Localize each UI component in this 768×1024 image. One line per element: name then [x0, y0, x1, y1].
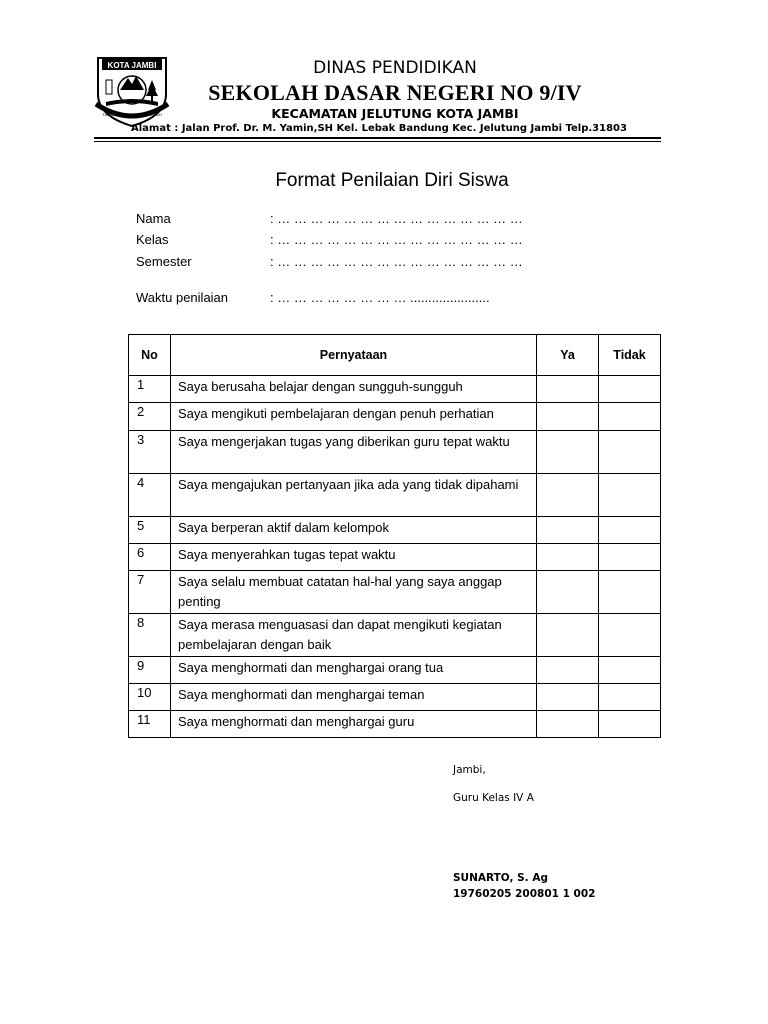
row-statement: Saya berusaha belajar dengan sungguh-sungguh — [171, 376, 537, 403]
tidak-checkbox-cell[interactable] — [599, 684, 661, 711]
header-tidak: Tidak — [599, 335, 661, 376]
row-statement: Saya mengerjakan tugas yang diberikan guru tepat waktu — [171, 431, 537, 474]
table-row — [129, 571, 661, 614]
self-assessment-table — [128, 334, 661, 738]
row-statement: Saya mengajukan pertanyaan jika ada yang tidak dipahami — [171, 474, 537, 517]
table-row — [129, 474, 661, 517]
field-value-semester: : … … … … … … … … … … … … … … … — [270, 254, 523, 269]
ya-checkbox-cell[interactable] — [537, 376, 599, 403]
row-number: 1 — [129, 376, 171, 403]
ya-checkbox-cell[interactable] — [537, 614, 599, 657]
row-statement: Saya menghormati dan menghargai guru — [171, 711, 537, 738]
ya-checkbox-cell[interactable] — [537, 571, 599, 614]
row-statement: Saya menghormati dan menghargai orang tua — [171, 657, 537, 684]
school-address: Alamat : Jalan Prof. Dr. M. Yamin,SH Kel. Lebak Bandung Kec. Jelutung Jambi Telp.31803 — [131, 123, 627, 134]
row-statement: Saya menyerahkan tugas tepat waktu — [171, 544, 537, 571]
tidak-checkbox-cell[interactable] — [599, 571, 661, 614]
row-number: 9 — [129, 657, 171, 684]
tidak-checkbox-cell[interactable] — [599, 657, 661, 684]
row-statement: Saya merasa menguasasi dan dapat mengikuti kegiatan pembelajaran dengan baik — [171, 614, 537, 657]
table-row — [129, 376, 661, 403]
tidak-checkbox-cell[interactable] — [599, 376, 661, 403]
row-statement: Saya mengikuti pembelajaran dengan penuh perhatian — [171, 403, 537, 431]
tidak-checkbox-cell[interactable] — [599, 711, 661, 738]
tidak-checkbox-cell[interactable] — [599, 517, 661, 544]
row-statement: Saya selalu membuat catatan hal-hal yang saya anggap penting — [171, 571, 537, 614]
row-number: 10 — [129, 684, 171, 711]
field-label-nama: Nama — [136, 211, 171, 226]
district-name: KECAMATAN JELUTUNG KOTA JAMBI — [271, 106, 519, 121]
ya-checkbox-cell[interactable] — [537, 474, 599, 517]
header-no: No — [129, 335, 171, 376]
ya-checkbox-cell[interactable] — [537, 544, 599, 571]
document-title: Format Penilaian Diri Siswa — [275, 170, 509, 191]
field-label-waktu: Waktu penilaian — [136, 290, 229, 305]
ya-checkbox-cell[interactable] — [537, 711, 599, 738]
ya-checkbox-cell[interactable] — [537, 431, 599, 474]
ya-checkbox-cell[interactable] — [537, 657, 599, 684]
logo-text: KOTA JAMBI — [107, 61, 157, 70]
row-statement: Saya berperan aktif dalam kelompok — [171, 517, 537, 544]
row-number: 6 — [129, 544, 171, 571]
signature-nip: 19760205 200801 1 002 — [453, 888, 596, 900]
row-number: 4 — [129, 474, 171, 517]
row-number: 3 — [129, 431, 171, 474]
header-ya: Ya — [537, 335, 599, 376]
tidak-checkbox-cell[interactable] — [599, 614, 661, 657]
table-row — [129, 431, 661, 474]
row-number: 5 — [129, 517, 171, 544]
logo-motto: TANAH PILIH PESAKO BETUAH — [102, 112, 162, 117]
row-number: 7 — [129, 571, 171, 614]
table-body — [129, 376, 661, 738]
table-row — [129, 711, 661, 738]
agency-name: DINAS PENDIDIKAN — [313, 58, 477, 78]
field-label-semester: Semester — [136, 254, 192, 269]
tidak-checkbox-cell[interactable] — [599, 431, 661, 474]
ya-checkbox-cell[interactable] — [537, 403, 599, 431]
school-name: SEKOLAH DASAR NEGERI NO 9/IV — [208, 80, 582, 105]
tidak-checkbox-cell[interactable] — [599, 403, 661, 431]
row-number: 11 — [129, 711, 171, 738]
tidak-checkbox-cell[interactable] — [599, 544, 661, 571]
signature-role: Guru Kelas IV A — [453, 792, 534, 804]
tidak-checkbox-cell[interactable] — [599, 474, 661, 517]
field-value-nama: : … … … … … … … … … … … … … … … — [270, 211, 523, 226]
ya-checkbox-cell[interactable] — [537, 684, 599, 711]
table-row — [129, 544, 661, 571]
signature-place: Jambi, — [453, 764, 486, 776]
field-value-waktu: : … … … … … … … … ...................... — [270, 290, 490, 305]
letterhead-rule-thick — [94, 137, 661, 139]
field-value-kelas: : … … … … … … … … … … … … … … … — [270, 232, 523, 247]
table-row — [129, 517, 661, 544]
table-row — [129, 403, 661, 431]
row-number: 8 — [129, 614, 171, 657]
field-label-kelas: Kelas — [136, 232, 169, 247]
row-number: 2 — [129, 403, 171, 431]
table-row — [129, 614, 661, 657]
letterhead-rule-thin — [94, 141, 661, 142]
ya-checkbox-cell[interactable] — [537, 517, 599, 544]
table-row — [129, 657, 661, 684]
header-pernyataan: Pernyataan — [171, 335, 537, 376]
row-statement: Saya menghormati dan menghargai teman — [171, 684, 537, 711]
signature-name: SUNARTO, S. Ag — [453, 872, 548, 884]
table-header-row — [129, 335, 661, 376]
table-row — [129, 684, 661, 711]
